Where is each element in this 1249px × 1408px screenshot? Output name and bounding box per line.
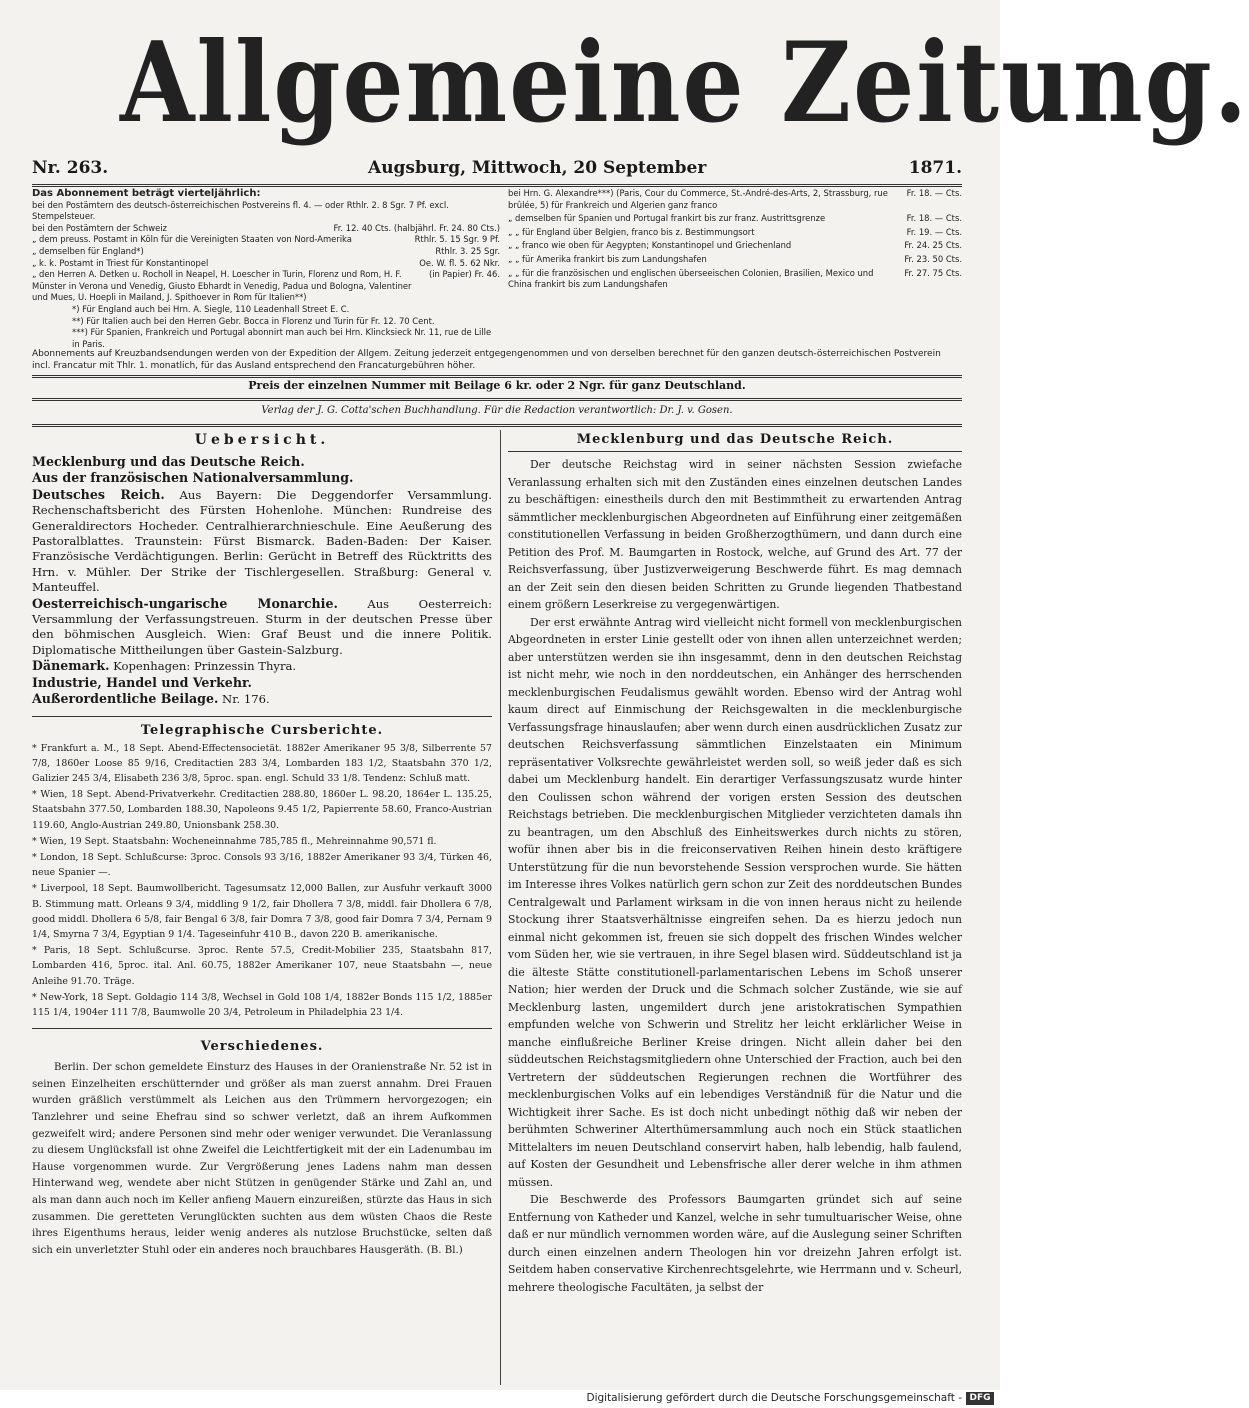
abonnement-row (508, 227, 962, 239)
dfg-logo: DFG (966, 1392, 994, 1405)
abonnement-row (32, 234, 500, 246)
cursbericht-item: * Wien, 18 Sept. Abend-Privatverkehr. Creditactien 288.80, 1860er L. 98.20, 1864er L. 135.25, Staatsbahn 377.50, Lombarden 188.30, Napoleons 9.45 1/2, Papierrente 58.60, Franco-Austrian 119.60, Anglo-Austrian 249.80, Unionsbank 258.30. (32, 789, 492, 831)
masthead-title: Allgemeine Zeitung. (120, 17, 1249, 148)
article-body (508, 456, 962, 1296)
article-title: Mecklenburg und das Deutsche Reich. (576, 432, 894, 447)
uebersicht-item (32, 691, 492, 707)
price-line: Preis der einzelnen Nummer mit Beilage 6 kr. oder 2 Ngr. für ganz Deutschland. (248, 379, 746, 392)
abonnement-row (508, 268, 962, 291)
uebersicht-item-heading: Oesterreichisch-ungarische Monarchie. (32, 595, 338, 611)
abonnement-row-price: (in Papier) Fr. 46. (428, 269, 500, 280)
uebersicht-item (32, 454, 492, 470)
cursberichte-title: Telegraphische Cursberichte. (140, 722, 384, 738)
abonnement-row-price: Fr. 12. 40 Cts. (halbjährl. Fr. 24. 80 Cts.) (333, 222, 500, 233)
uebersicht-item-heading: Außerordentliche Beilage. (32, 691, 219, 707)
abonnement-row (508, 240, 962, 252)
cursbericht-item: * London, 18 Sept. Schlußcurse: 3proc. Consols 93 3/16, 1882er Amerikaner 93 3/4, Türken 46, neue Spanier —. (32, 851, 492, 879)
abonnement-row-label: bei den Postämtern des deutsch-österreichischen Postvereins fl. 4. — oder Rthlr. 2. 8 Sgr. 7 Pf. excl. Stempelsteuer. (32, 199, 449, 222)
column-divider (500, 430, 501, 1385)
verlag-rule-top (32, 398, 962, 401)
uebersicht-item-heading: Dänemark. (32, 658, 110, 674)
uebersicht-item (32, 487, 492, 596)
abonnement-row-label: bei Hrn. G. Alexandre***) (Paris, Cour du Commerce, St.-André-des-Arts, 2, Strassburg, rue brûlée, 5) für Frankreich und Algerien ganz franco (508, 188, 888, 210)
abonnement-right-rows (508, 188, 962, 291)
abonnement-row-price: Fr. 24. 25 Cts. (904, 240, 962, 251)
left-column (32, 432, 492, 1387)
abonnement-row (32, 258, 500, 270)
uebersicht-item (32, 675, 492, 691)
cursberichte-rule (32, 716, 492, 717)
uebersicht-item (32, 470, 492, 486)
abonnement-row-price: Fr. 18. — Cts. (906, 188, 962, 198)
cursbericht-item: * Paris, 18 Sept. Schlußcurse. 3proc. Rente 57.5, Credit-Mobilier 235, Staatsbahn 817, Lombarden 416, 5proc. ital. Anl. 60.75, 1882er Amerikaner 107, neue Staatsbahn —, neue Anleihe 91.70. Träge. (32, 945, 492, 987)
uebersicht-item (32, 658, 492, 674)
abonnement-row-label: „ „ für die französischen und englischen überseeischen Colonien, Brasilien, Mexico und China frankirt bis zum Landungshafen (508, 267, 874, 290)
place-date: Augsburg, Mittwoch, 20 September (368, 158, 707, 178)
abonnement-row-label: „ demselben für Spanien und Portugal frankirt bis zur franz. Austrittsgrenze (508, 213, 826, 224)
abonnement-notes (32, 304, 500, 350)
abonnement-row (32, 269, 500, 304)
abonnement-note: *) Für England auch bei Hrn. A. Siegle, 110 Leadenhall Street E. C. (72, 303, 350, 314)
abonnement-row-price: Oe. W. fl. 5. 62 Nkr. (419, 257, 500, 268)
abonnement-row-label: „ k. k. Postamt in Triest für Konstantinopel (32, 257, 209, 268)
abonnement-row-price: Rthlr. 3. 25 Sgr. (435, 245, 500, 256)
uebersicht-item-text: Aus Oesterreich: Versammlung der Verfassungstreuen. Sturm in der deutschen Presse über den böhmischen Ausgleich. Wien: Graf Beust und die innere Politik. Diplomatische Mittheilungen über Gastein-Salzburg. (32, 596, 492, 657)
abonnement-row (32, 200, 500, 223)
uebersicht-item-heading: Mecklenburg und das Deutsche Reich. (32, 454, 305, 469)
abonnement-row-label: bei den Postämtern der Schweiz (32, 222, 167, 233)
abonnement-row-price: Fr. 18. — Cts. (906, 213, 962, 224)
cursbericht-item: * Liverpool, 18 Sept. Baumwollbericht. Tagesumsatz 12,000 Ballen, zur Ausfuhr verkauft 3000 B. Stimmung matt. Orleans 9 3/4, middling 9 1/2, fair Dhollera 7 3/8, middl. fair Dhollera 6 7/8, good middl. Dhollera 6 5/8, fair Bengal 6 3/8, fair Domra 7 3/8, good fair Domra 7 3/4, Pernam 9 1/4, Smyrna 7 3/4, Egyptian 9 1/4. Tageseinfuhr 410 B., davon 220 B. amerikanische. (32, 883, 492, 940)
article-paragraph: Der deutsche Reichstag wird in seiner nächsten Session zwiefache Veranlassung erhalten sich mit den Zuständen eines einzelnen deutschen Landes zu beschäftigen: einestheils durch den mit Bestimmtheit zu erwartenden Antrag sämmtlicher mecklenburgischen Abgeordneten auf Einführung einer zeitgemäßen constitutionellen Verfassung in beiden Großherzogthümern, und dann durch eine Petition des Prof. M. Baumgarten in Rostock, welche, auf Grund des Art. 77 der Reichsverfassung, über Justizverweigerung Beschwerde führt. Es mag demnach an der Zeit sein den diesen beiden Schritten zu Grunde liegenden Thatbestand einem größern Leserkreise zu vergegenwärtigen. (508, 458, 962, 611)
uebersicht-item-text: Kopenhagen: Prinzessin Thyra. (113, 659, 297, 674)
verlag-line: Verlag der J. G. Cotta'schen Buchhandlung. Für die Redaction verantwortlich: Dr. J. v. Gosen. (261, 405, 733, 416)
article-title-rule (508, 451, 962, 452)
cursbericht-item: * New-York, 18 Sept. Goldagio 114 3/8, Wechsel in Gold 108 1/4, 1882er Bonds 115 1/2, 1885er 115 1/4, 1904er 111 7/8, Baumwolle 20 3/4, Petroleum in Philadelphia 23 1/4. (32, 991, 492, 1018)
abonnement-row-label: „ den Herren A. Detken u. Rocholl in Neapel, H. Loescher in Turin, Florenz und Rom, H. F. Münster in Verona und Venedig, Giusto Ebhardt in Venedig, Padua und Bologna, Valentiner und Mues, U. Hoepli in Mailand, J. Spithoever in Rom für Italien**) (32, 269, 412, 303)
abonnement-left-rows (32, 200, 500, 304)
abonnement-row-price: Fr. 19. — Cts. (906, 226, 962, 237)
dateline (32, 158, 962, 180)
cursbericht-item: * Wien, 19 Sept. Staatsbahn: Wocheneinnahme 785,785 fl., Mehreinnahme 90,571 fl. (32, 835, 437, 847)
abonnement-row (32, 246, 500, 258)
footer-text: Digitalisierung gefördert durch die Deutsche Forschungsgemeinschaft - (586, 1392, 962, 1404)
abonnement-row-label: „ „ für Amerika frankirt bis zum Landungshafen (508, 253, 707, 264)
issue-number: Nr. 263. (32, 158, 109, 178)
verschiedenes-text: Berlin. Der schon gemeldete Einsturz des Hauses in der Oranienstraße Nr. 52 ist in seinen Einzelheiten erschütternder und größer als man zuerst annahm. Drei Frauen wurden gräßlich verstümmelt als Leichen aus den Trümmern hervorgezogen; ein Tanzlehrer und seine Ehefrau sind so schwer verletzt, daß an ihrem Aufkommen gezweifelt wird; andere Personen sind mehr oder weniger verwundet. Die Veranlassung zu diesem Unglücksfall ist ohne Zweifel die Leichtfertigkeit mit der ein Ladenumbau im Hause vorgenommen wurde. Zur Vergrößerung jenes Ladens nahm man dessen Hinterwand weg, wendete aber nicht Stützen in genügender Stärke und Zahl an, und als man dann auch noch im Keller anfieng Mauern einzureißen, stürzte das Haus in sich zusammen. Die geretteten Verunglückten suchten aus dem wüsten Chaos die Reste ihres Eigenthums heraus, leider wenig anderes als nutzlose Bruchstücke, selten daß sich ein unverletzter Stuhl oder ein anderes noch brauchbares Hausgeräth. (B. Bl.) (32, 1062, 492, 1256)
abonnement-row-price: Rthlr. 5. 15 Sgr. 9 Pf. (414, 234, 500, 245)
abonnement-note: **) Für Italien auch bei den Herren Gebr. Bocca in Florenz und Turin für Fr. 12. 70 Cent. (72, 315, 435, 326)
abonnement-row-price: Fr. 27. 75 Cts. (904, 267, 962, 278)
header-rule (32, 184, 962, 187)
abonnement-row (508, 254, 962, 266)
verschiedenes-rule (32, 1028, 492, 1029)
kreuzband-notice: Abonnements auf Kreuzbandsendungen werden von der Expedition der Allgem. Zeitung jederzeit entgegengenommen und von derselben berechnet für den ganzen deutsch-österreichischen Postverein incl. Francatur mit Thlr. 1. monatlich, für das Ausland entsprechend den Francaturgebühren höher. (32, 349, 941, 371)
uebersicht-item (32, 596, 492, 659)
abonnement-row-label: „ dem preuss. Postamt in Köln für die Vereinigten Staaten von Nord-Amerika (32, 234, 352, 245)
uebersicht-item-text: Nr. 176. (222, 692, 270, 707)
uebersicht-title: Uebersicht. (194, 432, 330, 448)
abonnement-row-price: Fr. 23. 50 Cts. (904, 253, 962, 264)
footer-bar (0, 1390, 1000, 1408)
abonnement-left (32, 188, 500, 349)
cursberichte-list (32, 741, 492, 1021)
issue-year: 1871. (908, 158, 962, 178)
abonnement-row (32, 223, 500, 235)
uebersicht-item-text: Aus Bayern: Die Deggendorfer Versammlung. Rechenschaftsbericht des Fürsten Hohenlohe. München: Rundreise des Generaldirectors Hocheder. Centralhierarchnieschule. Eine Aeußerung des Pastoralblattes. Traunstein: Fürst Bismarck. Baden-Baden: Der Kaiser. Französische Verdächtigungen. Berlin: Gerücht in Betreff des Rücktritts des Hrn. v. Mühler. Der Strike der Tischlergesellen. Straßburg: General v. Manteuffel. (32, 487, 492, 595)
abonnement-row (508, 188, 962, 211)
abonnement-row-label: „ „ für England über Belgien, franco bis z. Bestimmungsort (508, 226, 755, 237)
cursbericht-item: * Frankfurt a. M., 18 Sept. Abend-Effectensocietät. 1882er Amerikaner 95 3/8, Silberrente 57 7/8, 1860er Loose 85 9/16, Creditactien 283 3/4, Lombarden 183 1/2, Staatsbahn 370 1/2, Galizier 245 3/4, Elisabeth 236 3/8, 5proc. span. engl. Schuld 33 1/8. Tendenz: Schluß matt. (32, 742, 492, 784)
abonnement-row-label: „ „ franco wie oben für Aegypten; Konstantinopel und Griechenland (508, 240, 792, 251)
abonnement-row (508, 213, 962, 225)
uebersicht-item-heading: Industrie, Handel und Verkehr. (32, 674, 252, 690)
price-rule (32, 375, 962, 378)
uebersicht-item-heading: Aus der französischen Nationalversammlung. (32, 470, 354, 486)
abonnement-note: ***) Für Spanien, Frankreich und Portugal abonnirt man auch bei Hrn. Klincksieck Nr. 11, rue de Lille in Paris. (72, 327, 492, 349)
right-column (508, 432, 962, 1387)
verschiedenes-title: Verschiedenes. (200, 1039, 324, 1055)
article-paragraph: Der erst erwähnte Antrag wird vielleicht nicht formell von mecklenburgischen Abgeordneten in erster Linie gestellt oder von ihnen allen unterzeichnet werden; aber unterstützen werden sie ihn insgesammt, denn in den deutschen Reichstag ist nicht mehr, wie noch in den norddeutschen, ein Anhänger des herrschenden mecklenburgischen Feudalismus gewählt worden. Ebenso wird der Antrag wohl kaum direct auf Einmischung der Reichsgewalten in die mecklenburgische Verfassungsfrage hinauslaufen; aber wenn durch einen ausdrücklichen Zusatz zur deutschen Reichsverfassung sämmtlichen Einzelstaaten ein Minimum repräsentativer Volksrechte gewährleistet werden soll, so weiß jeder daß es sich dabei um Mecklenburg handelt. Ein derartiger Verfassungszusatz wurde hinter den Coulissen schon während der vorigen ersten Session des deutschen Reichstags betrieben. Die mecklenburgischen Mitglieder verzichteten damals ihn zu beantragen, um den Abschluß des Einheitswerkes durch nichts zu stören, wofür ihnen aber bis in die freiconservativen Reihen hinein desto kräftigere Unterstützung für die nun bevorstehende Session versprochen wurde. Sie hätten im Interesse ihres Volkes natürlich gern schon zur Zeit des norddeutschen Bundes Centralgewalt und Parlament wirksam in die von innen heraus nicht zu heilende Stockung ihrer Staatsverhältnisse eingreifen sehen. Da es hierzu jedoch nun einmal nicht gekommen ist, freuen sie sich doppelt des frischen Windes welcher vom Süden her, wie sie vertrauen, in ihre Segel blasen wird. Süddeutschland ist ja die älteste Stätte constitutionell-parlamentarischen Lebens im Schoß unserer Nation; hier werden der Druck und die Schmach solcher Zustände, wie sie auf Mecklenburg lasten, ungemildert durch jene aristokratischen Sympathien empfunden welche von Schwerin und Strelitz her leicht erklärlicher Weise in manche einflußreiche Berliner Kreise dringen. Nicht allein daher bei den süddeutschen Reichstagsmitgliedern ohne Unterschied der Fraction, auch bei den Vertretern der süddeutschen Regierungen rechnen die Wortführer des mecklenburgischen Volks auf ein lebendiges Verständniß für die Natur und die Wichtigkeit ihrer Sache. Es ist doch nicht unbedingt nöthig daß wir neben der berühmten Schweriner Alterthümersammlung auch noch ein Stück staatlichen Mittelalters im neuen Deutschland conservirt haben, halb lebendig, halb faulend, auf Kosten der Gesundheit und Lebensfrische aller derer welche in ihm athmen müssen. (508, 615, 962, 1189)
uebersicht-item-heading: Deutsches Reich. (32, 486, 165, 502)
abonnement-right (508, 188, 962, 314)
uebersicht-list (32, 454, 492, 708)
verlag-rule-bottom (32, 424, 962, 427)
article-paragraph: Die Beschwerde des Professors Baumgarten gründet sich auf seine Entfernung von Katheder und Kanzel, welche in sehr tumultuarischer Weise, ohne daß er nur mündlich vernommen worden wäre, auf die Auslegung seiner Schriften durch einen einzelnen andern Theologen hin vor dreizehn Jahren erfolgt ist. Seitdem haben conservative Kirchenrechtsgelehrte, wie Herrmann und v. Scheurl, mehrere theologische Facultäten, ja selbst der (508, 1193, 962, 1294)
abonnement-head: Das Abonnement beträgt vierteljährlich: (32, 188, 261, 199)
abonnement-row-label: „ demselben für England*) (32, 245, 144, 256)
